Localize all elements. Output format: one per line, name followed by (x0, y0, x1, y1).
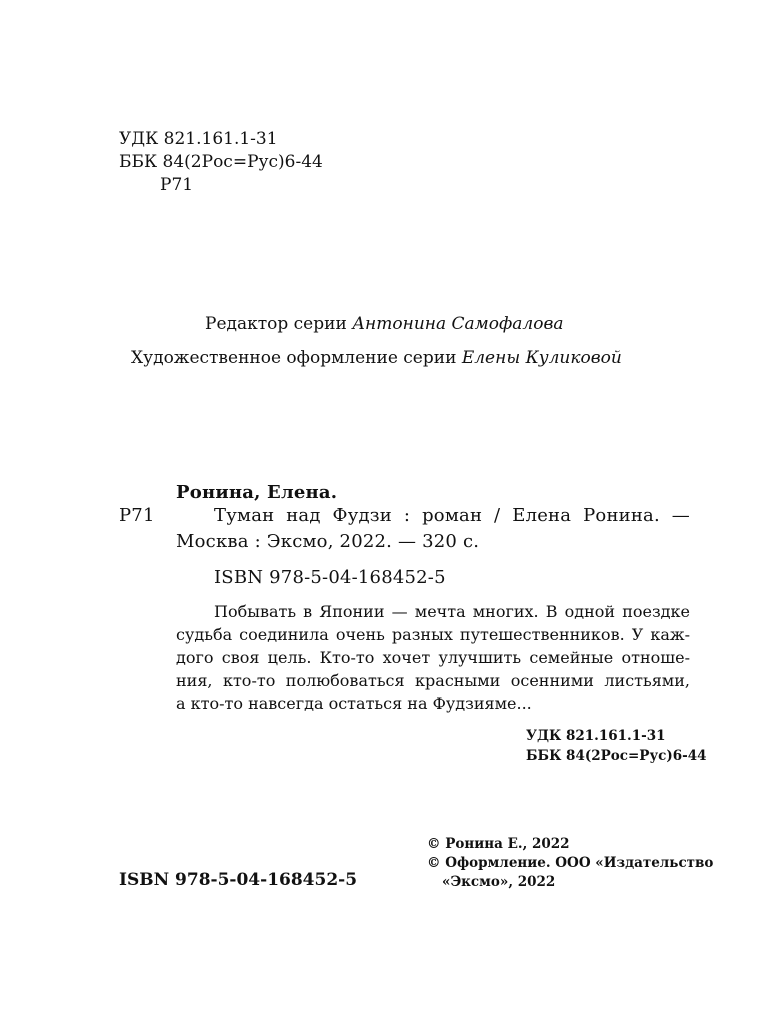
design-label: Художественное оформление серии (131, 348, 457, 368)
classification-udk: УДК 821.161.1-31 (526, 728, 666, 744)
annotation-line: ния, кто-то полюбоваться красными осенними листьями, (176, 671, 690, 690)
copyright-author: © Ронина Е., 2022 (427, 836, 570, 852)
annotation-line: Побывать в Японии — мечта многих. В одной поездке (214, 602, 690, 621)
record-isbn: ISBN 978-5-04-168452-5 (214, 567, 446, 588)
copyright-design-line2: «Эксмо», 2022 (442, 874, 556, 890)
design-name: Елены Куликовой (461, 348, 622, 368)
record-author-mark: Р71 (119, 505, 155, 526)
record-title-line1: Туман над Фудзи : роман / Елена Ронина. — (214, 505, 690, 526)
annotation-line: а кто-то навсегда остаться на Фудзияме... (176, 694, 532, 713)
copyright-design-line1: © Оформление. ООО «Издательство (427, 855, 714, 871)
header-author-mark: Р71 (160, 175, 194, 195)
footer-isbn: ISBN 978-5-04-168452-5 (119, 870, 358, 890)
record-author: Ронина, Елена. (176, 482, 338, 503)
annotation-line: дого своя цель. Кто-то хочет улучшить семейные отноше- (176, 648, 690, 667)
classification-bbk: ББК 84(2Рос=Рус)6-44 (526, 748, 707, 764)
header-bbk: ББК 84(2Рос=Рус)6-44 (119, 152, 323, 172)
editor-name: Антонина Самофалова (352, 314, 564, 334)
editor-label: Редактор серии (205, 314, 347, 334)
header-udk: УДК 821.161.1-31 (119, 129, 278, 149)
annotation-line: судьба соединила очень разных путешественников. У каж- (176, 625, 690, 644)
design-credit (131, 347, 622, 369)
editor-credit (205, 313, 564, 335)
record-title-line2: Москва : Эксмо, 2022. — 320 с. (176, 531, 480, 552)
